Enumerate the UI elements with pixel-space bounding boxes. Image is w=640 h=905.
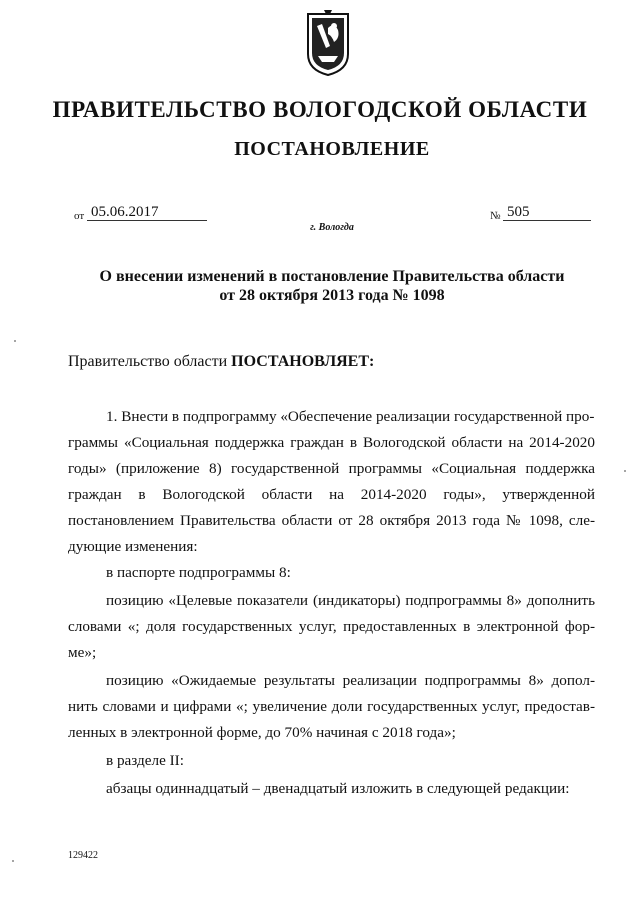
- body-line: ме»;: [68, 644, 97, 661]
- preamble-text: Правительство области: [68, 353, 232, 370]
- body-line: дующие изменения:: [68, 538, 198, 555]
- document-code: 129422: [68, 850, 98, 861]
- body-line: позицию «Ожидаемые результаты реализации подпрограммы 8» допол-: [106, 672, 595, 689]
- subject-line: от 28 октября 2013 года № 1098: [219, 287, 445, 304]
- body-line: годы» (приложение 8) государственной программы «Социальная поддержка: [68, 460, 595, 477]
- scan-speck: [624, 470, 626, 472]
- preamble-decree: ПОСТАНОВЛЯЕТ:: [231, 353, 375, 370]
- coat-of-arms-emblem: [304, 8, 352, 78]
- government-title: ПРАВИТЕЛЬСТВО ВОЛОГОДСКОЙ ОБЛАСТИ: [52, 97, 588, 122]
- scan-speck: [12, 860, 14, 862]
- number-label: №: [490, 210, 501, 222]
- subject-line: О внесении изменений в постановление Правительства области: [99, 268, 565, 285]
- body-line: нить словами и цифрами «; увеличение доли государственных услуг, предостав-: [68, 698, 595, 715]
- scan-speck: [14, 340, 16, 342]
- body-line: граммы «Социальная поддержка граждан в Вологодской области на 2014-2020: [68, 434, 595, 451]
- city-label: г. Вологда: [310, 222, 354, 233]
- document-type: ПОСТАНОВЛЕНИЕ: [234, 138, 430, 160]
- body-line: граждан в Вологодской области на 2014-2020 годы», утвержденной: [68, 486, 595, 503]
- body-line: словами «; доля государственных услуг, предоставленных в электронной фор-: [68, 618, 595, 635]
- body-line: позицию «Целевые показатели (индикаторы) подпрограммы 8» дополнить: [106, 592, 595, 609]
- body-line: в паспорте подпрограммы 8:: [106, 564, 291, 581]
- body-line: абзацы одиннадцатый – двенадцатый изложить в следующей редакции:: [106, 780, 570, 797]
- document-date: 05.06.2017: [87, 204, 207, 221]
- document-number: 505: [503, 204, 591, 221]
- preamble: [68, 353, 374, 371]
- date-label: от: [74, 210, 85, 222]
- body-line: в разделе II:: [106, 752, 184, 769]
- body-line: постановлением Правительства области от 28 октября 2013 года № 1098, сле-: [68, 512, 595, 529]
- body-line: 1. Внести в подпрограмму «Обеспечение реализации государственной про-: [106, 408, 595, 425]
- body-line: ленных в электронной форме, до 70% начиная с 2018 года»;: [68, 724, 456, 741]
